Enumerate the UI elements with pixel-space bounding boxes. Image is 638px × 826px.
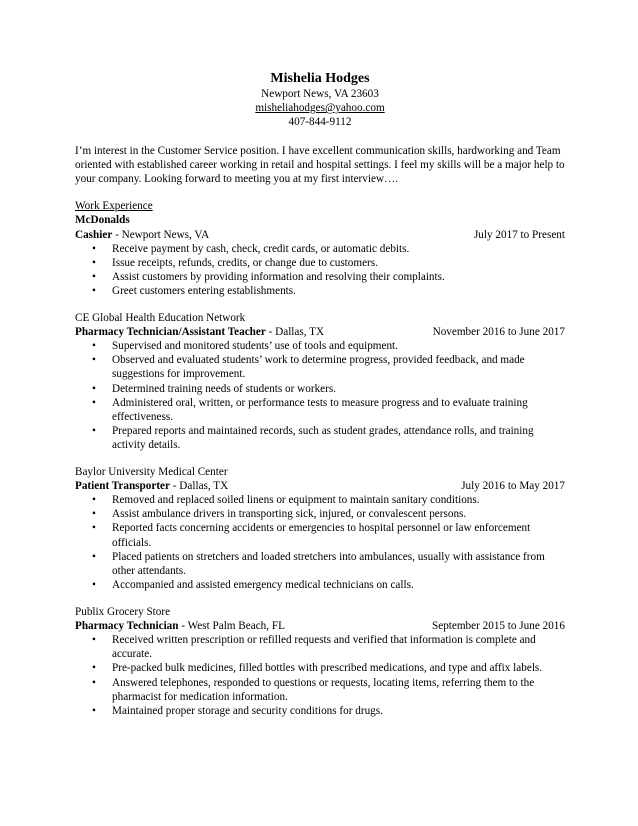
job-dates: September 2015 to June 2016 [432, 619, 565, 632]
job-title-line [75, 325, 565, 339]
job-role: Pharmacy Technician [75, 619, 179, 632]
job-duty-item: • Pre-packed bulk medicines, filled bottles with prescribed medications, and type and affix labels. [112, 661, 565, 675]
job-duty-item: • Administered oral, written, or performance tests to measure progress and to evaluate training effectiveness. [112, 396, 565, 424]
job-dates: July 2017 to Present [473, 228, 565, 241]
job-title-line [75, 479, 565, 493]
job-entry [75, 465, 565, 593]
job-title-line [75, 228, 565, 242]
job-role-location [75, 228, 209, 242]
job-duty-item: • Maintained proper storage and security conditions for drugs. [112, 704, 565, 718]
job-role: Pharmacy Technician/Assistant Teacher [75, 325, 266, 338]
job-duty-item: • Received written prescription or refilled requests and verified that information is complete and accurate. [112, 633, 565, 661]
job-role-location [75, 479, 228, 493]
job-duty-item: • Supervised and monitored students’ use of tools and equipment. [112, 339, 565, 353]
job-role-location [75, 619, 285, 633]
job-company: CE Global Health Education Network [75, 311, 246, 324]
job-location: - West Palm Beach, FL [178, 619, 285, 632]
job-company: Baylor University Medical Center [75, 465, 228, 478]
resume-header [75, 70, 565, 130]
job-duties-list [75, 633, 565, 718]
job-role-location [75, 325, 324, 339]
job-duty-item: • Prepared reports and maintained records, such as student grades, attendance rolls, and training activity details. [112, 424, 565, 452]
job-dates: July 2016 to May 2017 [461, 479, 565, 492]
job-duty-item: • Accompanied and assisted emergency medical technicians on calls. [112, 578, 565, 592]
job-duties-list [75, 242, 565, 299]
job-duty-item: • Receive payment by cash, check, credit cards, or automatic debits. [112, 242, 565, 256]
job-duty-item: • Greet customers entering establishments. [112, 284, 565, 298]
job-entry [75, 311, 565, 453]
candidate-phone: 407-844-9112 [288, 116, 352, 129]
resume-page [75, 70, 565, 718]
job-duty-item: • Placed patients on stretchers and loaded stretchers into ambulances, usually with assistance from other attendants. [112, 550, 565, 578]
candidate-address: Newport News, VA 23603 [261, 88, 379, 100]
job-duties-list [75, 339, 565, 453]
job-duties-list [75, 493, 565, 592]
objective-paragraph: I’m interest in the Customer Service position. I have excellent communication skills, hardworking and Team oriented with established career working in retail and hospital settings. I feel my skills will be a major help to your company. Looking forward to meeting you at my first interview…. [75, 144, 565, 186]
job-entry [75, 213, 565, 298]
job-duty-item: • Observed and evaluated students’ work to determine progress, provided feedback, and made suggestions for improvement. [112, 353, 565, 381]
job-dates: November 2016 to June 2017 [432, 325, 565, 338]
job-company: Publix Grocery Store [75, 605, 171, 618]
job-company: McDonalds [75, 214, 130, 227]
candidate-name: Mishelia Hodges [270, 71, 370, 86]
job-location: - Dallas, TX [169, 479, 229, 492]
job-duty-item: • Determined training needs of students or workers. [112, 382, 565, 396]
candidate-email-link[interactable]: misheliahodges@yahoo.com [255, 102, 385, 115]
job-entry [75, 605, 565, 719]
job-title-line [75, 619, 565, 633]
job-location: - Dallas, TX [265, 325, 325, 338]
job-duty-item: • Issue receipts, refunds, credits, or change due to customers. [112, 256, 565, 270]
job-role: Patient Transporter [75, 479, 170, 492]
job-role: Cashier [75, 228, 113, 241]
job-location: - Newport News, VA [112, 228, 210, 241]
work-experience-list [75, 213, 565, 718]
job-duty-item: • Answered telephones, responded to questions or requests, locating items, referring them to the pharmacist for medication information. [112, 676, 565, 704]
job-duty-item: • Assist ambulance drivers in transporting sick, injured, or convalescent persons. [112, 507, 565, 521]
job-duty-item: • Reported facts concerning accidents or emergencies to hospital personnel or law enforcement officials. [112, 521, 565, 549]
job-duty-item: • Removed and replaced soiled linens or equipment to maintain sanitary conditions. [112, 493, 565, 507]
job-duty-item: • Assist customers by providing information and resolving their complaints. [112, 270, 565, 284]
work-experience-heading: Work Experience [75, 200, 153, 213]
